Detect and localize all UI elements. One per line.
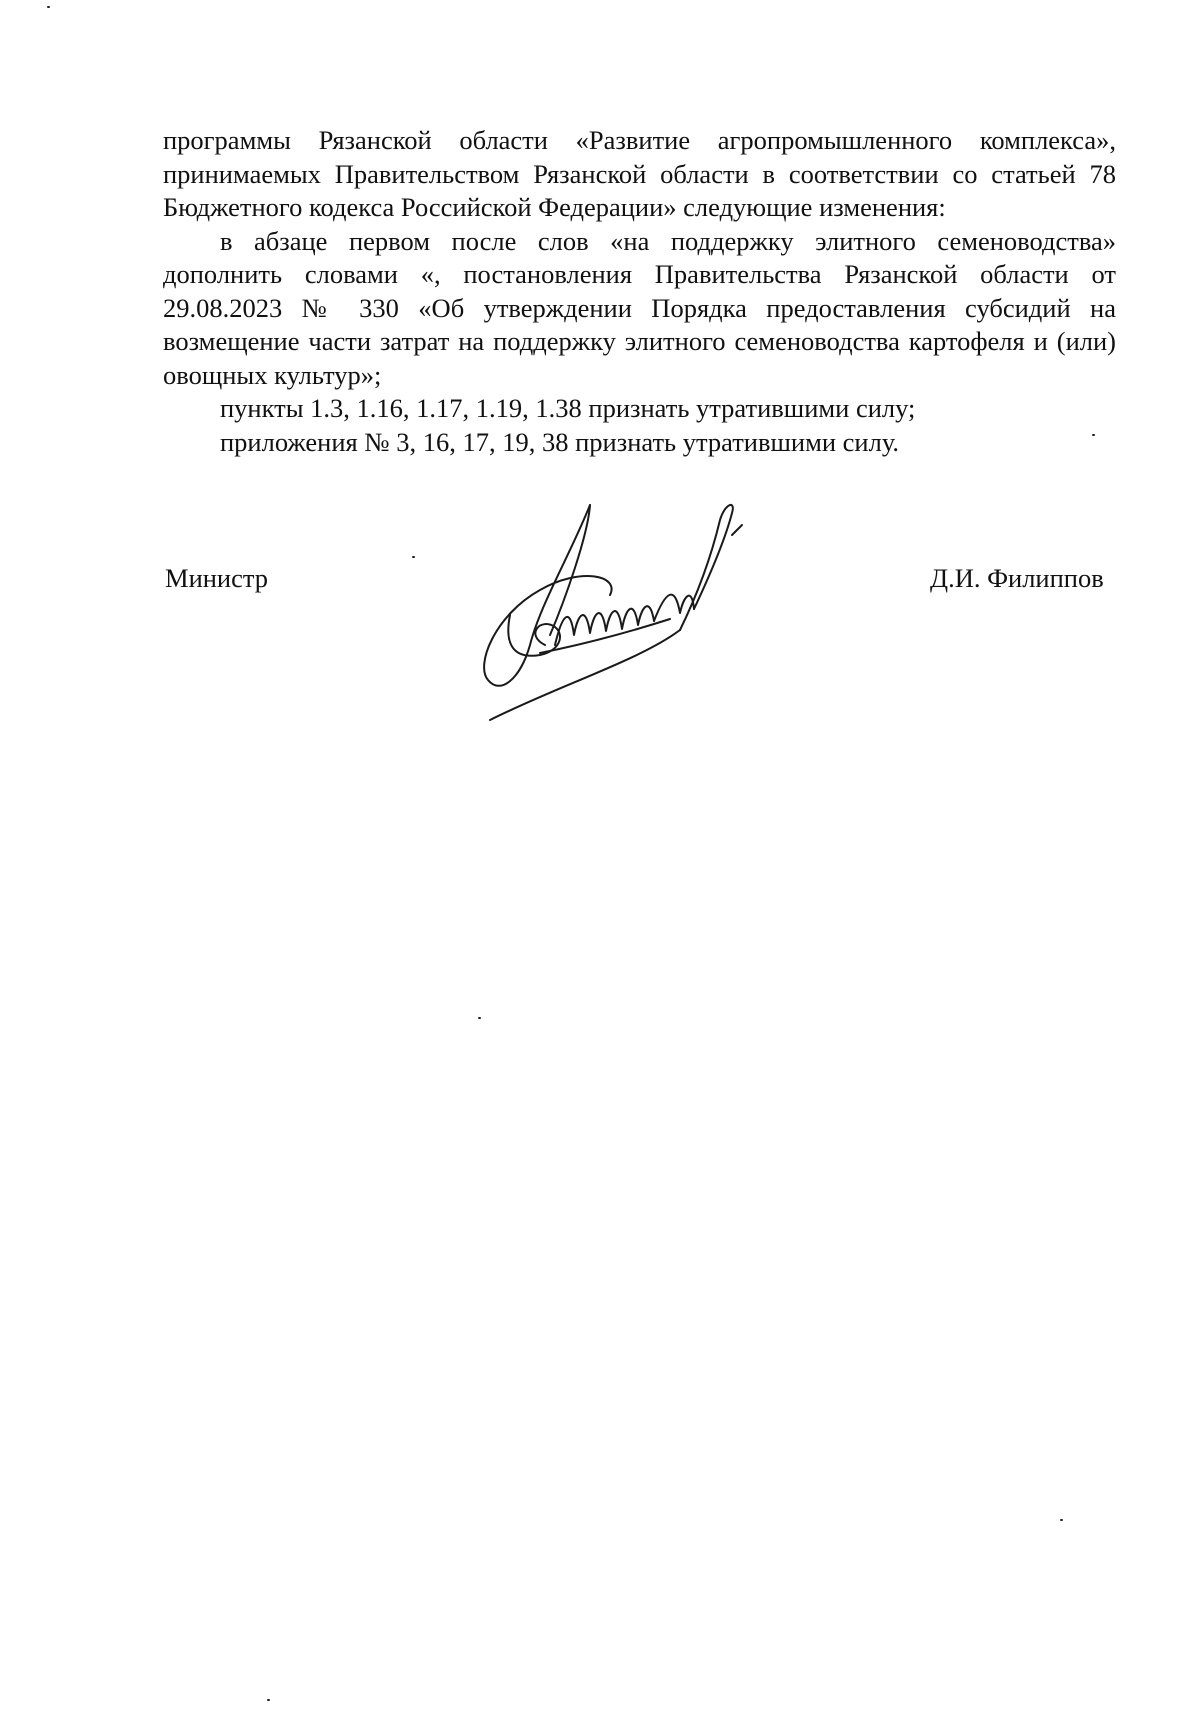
scan-speck [478,1017,481,1019]
scan-speck [412,556,415,558]
scan-speck [47,6,50,8]
paragraph-points-repealed: пункты 1.3, 1.16, 1.17, 1.19, 1.38 признать утратившими силу; [220,393,916,423]
signer-name: Д.И. Филиппов [930,563,1104,593]
paragraph-continuation: программы Рязанской области «Развитие агропромышленного комплекса», принимаемых Правительством Рязанской области в соответствии со статьей 78 Бюджетного кодекса Российской Федерации» следующие изменения: [163,125,1116,222]
document-body [163,124,1116,459]
handwritten-signature [470,495,800,725]
scan-speck [267,1699,270,1701]
paragraph-amendment-first-sentence: в абзаце первом после слов «на поддержку элитного семеноводства» дополнить словами «, постановления Правительства Рязанской области от 29.08.2023 № 330 «Об утверждении Порядка предоставления субсидий на возмещение части затрат на поддержку элитного семеноводства картофеля и (или) овощных культур»; [163,225,1116,390]
scan-speck [1060,1519,1063,1521]
paragraph-appendices-repealed: приложения № 3, 16, 17, 19, 38 признать утратившими силу. [220,426,900,457]
signer-position: Министр [165,563,269,593]
scan-speck [1092,434,1095,436]
